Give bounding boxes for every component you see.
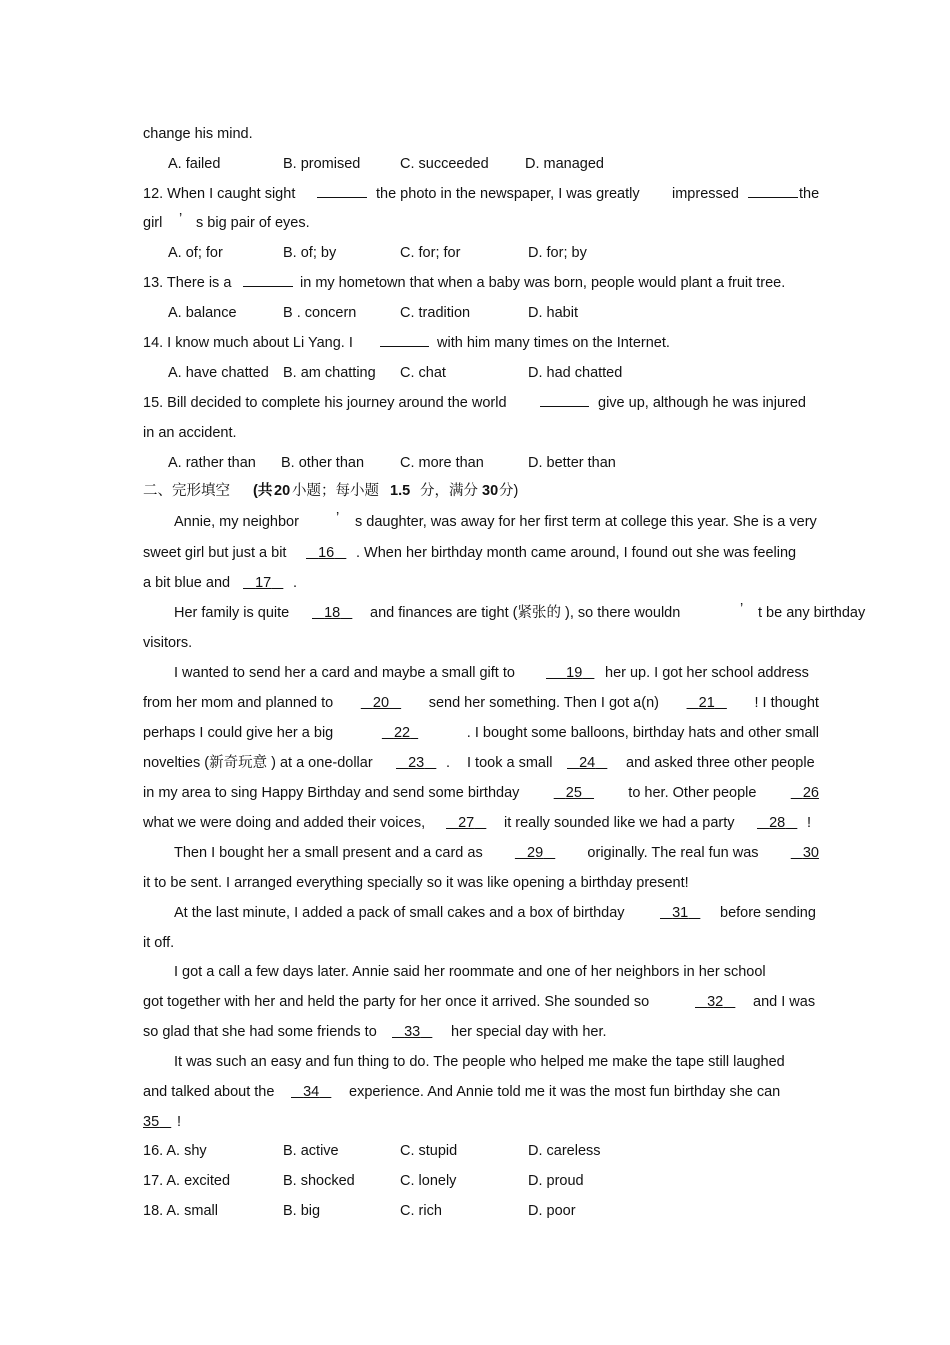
blank-16 <box>306 544 346 562</box>
passage-text: sweet girl but just a bit <box>143 545 287 561</box>
passage-text: in my area to sing Happy Birthday and send some birthday <box>143 785 520 801</box>
q14-option-a: A. have chatted <box>168 365 269 381</box>
q13-text-2: in my hometown that when a baby was born, people would plant a fruit tree. <box>300 275 786 291</box>
q16-option-b: B. active <box>283 1143 339 1159</box>
passage-line-7 <box>143 694 819 712</box>
q15-option-d: D. better than <box>528 455 616 471</box>
passage-line-12-row <box>174 844 819 862</box>
q15-text-3: in an accident. <box>143 425 237 441</box>
q11-option-c: C. succeeded <box>400 156 489 172</box>
blank-21 <box>687 694 727 712</box>
blank-24 <box>567 754 607 772</box>
blank-28 <box>757 814 797 832</box>
q13-text-1: 13. There is a <box>143 275 232 291</box>
blank-32 <box>695 993 735 1011</box>
q13-option-d: D. habit <box>528 305 578 321</box>
passage-text: perhaps I could give her a big <box>143 725 334 741</box>
passage-text: visitors. <box>143 635 193 651</box>
blank-24-number: 24 <box>579 755 596 771</box>
passage-text: It was such an easy and fun thing to do. The people who helped me make the tape still laughed <box>174 1054 785 1070</box>
q13-option-a: A. balance <box>168 305 237 321</box>
blank-31-number: 31 <box>672 905 689 921</box>
passage-line-8 <box>143 724 819 742</box>
q17-option-c: C. lonely <box>400 1173 457 1189</box>
blank-30 <box>791 844 819 862</box>
passage-text: a bit blue and <box>143 575 231 591</box>
blank-30-number: 30 <box>802 845 819 861</box>
q12-option-a: A. of; for <box>168 245 223 261</box>
blank-31 <box>660 904 700 922</box>
passage-text: ! <box>807 815 812 831</box>
blank-29 <box>515 844 555 862</box>
blank-17-number: 17 <box>255 575 272 591</box>
q12-option-b: B. of; by <box>283 245 337 261</box>
passage-text: and asked three other people <box>626 755 815 771</box>
passage-text: Then I bought her a small present and a card as <box>174 845 483 861</box>
q12-text-1: 12. When I caught sight <box>143 186 296 202</box>
passage-text: and I was <box>753 994 816 1010</box>
passage-text: I took a small <box>467 755 553 771</box>
q12-option-c: C. for; for <box>400 245 461 261</box>
passage-text: from her mom and planned to <box>143 695 334 711</box>
blank-26 <box>791 784 819 802</box>
section-heading-part-g: 分) <box>499 483 519 499</box>
passage-text: t be any birthday <box>758 605 866 621</box>
blank-27 <box>446 814 486 832</box>
q11-stem-tail: change his mind. <box>143 126 253 142</box>
passage-text: before sending <box>720 905 816 921</box>
blank-34-number: 34 <box>303 1084 320 1100</box>
q12-apostrophe: ’ <box>179 211 183 227</box>
q18-option-c: C. rich <box>400 1203 442 1219</box>
q11-option-d: D. managed <box>525 156 604 172</box>
passage-apostrophe: ’ <box>740 601 744 617</box>
blank-33-number: 33 <box>404 1024 421 1040</box>
blank-19-number: 19 <box>566 665 583 681</box>
passage-text: novelties (新奇玩意 ) at a one-dollar <box>143 755 373 771</box>
passage-text: her special day with her. <box>451 1024 607 1040</box>
passage-text: I got a call a few days later. Annie said her roommate and one of her neighbors in her school <box>174 964 766 980</box>
passage-line-10 <box>143 784 819 802</box>
blank-26-number: 26 <box>802 785 819 801</box>
blank-16-number: 16 <box>318 545 335 561</box>
passage-text: and talked about the <box>143 1084 275 1100</box>
q15-option-c: C. more than <box>400 455 484 471</box>
q14-option-b: B. am chatting <box>283 365 376 381</box>
blank-20-number: 20 <box>372 695 390 711</box>
q13-blank <box>243 274 293 292</box>
blank-20 <box>361 694 401 712</box>
q17-option-a: 17. A. excited <box>143 1173 231 1189</box>
section-heading-part-c: 小题；每小题 <box>292 483 379 499</box>
section-heading-part-d: 1.5 <box>390 483 411 499</box>
q13-option-c: C. tradition <box>400 305 471 321</box>
q12-text-4: the <box>799 186 820 202</box>
q18-option-a: 18. A. small <box>143 1203 218 1219</box>
q15-text-2: give up, although he was injured <box>598 395 806 411</box>
blank-17 <box>243 574 283 592</box>
blank-34 <box>291 1083 331 1101</box>
passage-line-10-row <box>143 784 819 802</box>
q12-text-3: impressed <box>672 186 739 202</box>
passage-text: it off. <box>143 935 175 951</box>
blank-18-number: 18 <box>324 605 341 621</box>
blank-35-number: 35 <box>143 1114 160 1130</box>
passage-text: it to be sent. I arranged everything specially so it was like opening a birthday present! <box>143 875 689 891</box>
q17-option-d: D. proud <box>528 1173 584 1189</box>
q18-option-d: D. poor <box>528 1203 576 1219</box>
passage-apostrophe: ’ <box>336 510 340 526</box>
passage-text: s daughter, was away for her first term at college this year. She is a very <box>355 514 817 530</box>
passage-text: got together with her and held the party for her once it arrived. She sounded so <box>143 994 650 1010</box>
passage-text: her up. I got her school address <box>605 665 809 681</box>
passage-text: what we were doing and added their voices, <box>143 815 426 831</box>
q12-blank-1 <box>317 185 367 203</box>
passage-text: to her. Other people <box>628 785 757 801</box>
passage-text: send her something. Then I got a(n) <box>428 695 659 711</box>
q15-option-a: A. rather than <box>168 455 256 471</box>
blank-19 <box>546 664 594 682</box>
blank-27-number: 27 <box>458 815 475 831</box>
blank-22 <box>382 724 418 742</box>
q15-option-b: B. other than <box>281 455 365 471</box>
q14-option-d: D. had chatted <box>528 365 623 381</box>
q16-option-a: 16. A. shy <box>143 1143 207 1159</box>
q15-blank <box>540 394 589 412</box>
blank-29-number: 29 <box>527 845 544 861</box>
passage-text: Her family is quite <box>174 605 290 621</box>
passage-text: Annie, my neighbor <box>174 514 299 530</box>
passage-text: it really sounded like we had a party <box>504 815 735 831</box>
blank-23-number: 23 <box>408 755 425 771</box>
blank-35 <box>143 1113 171 1131</box>
passage-line-8-row <box>143 724 819 742</box>
passage-text: . <box>293 575 298 591</box>
q11-option-a: A. failed <box>168 156 221 172</box>
passage-text: originally. The real fun was <box>587 845 759 861</box>
q14-blank <box>380 334 429 352</box>
q12-text-6: s big pair of eyes. <box>196 215 310 231</box>
blank-28-number: 28 <box>769 815 786 831</box>
blank-22-number: 22 <box>393 725 411 741</box>
q12-text-5: girl <box>143 215 163 231</box>
passage-text: . <box>446 755 451 771</box>
section-heading-part-e: 分，满分 <box>420 483 478 499</box>
q11-option-b: B. promised <box>283 156 361 172</box>
passage-line-7-row <box>143 694 819 712</box>
q16-option-c: C. stupid <box>400 1143 458 1159</box>
section-heading-part-a: (共 <box>253 483 273 499</box>
q17-option-b: B. shocked <box>283 1173 355 1189</box>
q18-option-b: B. big <box>283 1203 321 1219</box>
blank-25 <box>554 784 594 802</box>
passage-text: ! I thought <box>754 695 819 711</box>
q14-text-2: with him many times on the Internet. <box>437 335 670 351</box>
blank-18 <box>312 604 352 622</box>
passage-text: I wanted to send her a card and maybe a small gift to <box>174 665 515 681</box>
blank-33 <box>392 1023 432 1041</box>
q12-text-2: the photo in the newspaper, I was greatly <box>376 186 640 202</box>
section-heading-part-f: 30 <box>482 483 499 499</box>
blank-25-number: 25 <box>565 785 582 801</box>
section-heading-part-b: 20 <box>274 483 291 499</box>
q14-text-1: 14. I know much about Li Yang. I <box>143 335 353 351</box>
passage-text: experience. And Annie told me it was the most fun birthday she can <box>349 1084 781 1100</box>
q14-option-c: C. chat <box>400 365 446 381</box>
q16-option-d: D. careless <box>528 1143 601 1159</box>
blank-23 <box>396 754 436 772</box>
passage-text: At the last minute, I added a pack of small cakes and a box of birthday <box>174 905 625 921</box>
q13-option-b: B . concern <box>283 305 357 321</box>
passage-line-12 <box>174 844 819 862</box>
blank-32-number: 32 <box>707 994 724 1010</box>
blank-21-number: 21 <box>698 695 715 711</box>
passage-text: . When her birthday month came around, I found out she was feeling <box>356 545 797 561</box>
q15-text-1: 15. Bill decided to complete his journey around the world <box>143 395 507 411</box>
q12-blank-2 <box>748 185 798 203</box>
section-heading-title: 二、完形填空 <box>143 483 230 499</box>
passage-text: ! <box>177 1114 182 1130</box>
q12-option-d: D. for; by <box>528 245 587 261</box>
passage-text: . I bought some balloons, birthday hats and other small <box>466 725 819 741</box>
passage-text: so glad that she had some friends to <box>143 1024 377 1040</box>
passage-text: and finances are tight (紧张的 ), so there wouldn <box>370 605 681 621</box>
